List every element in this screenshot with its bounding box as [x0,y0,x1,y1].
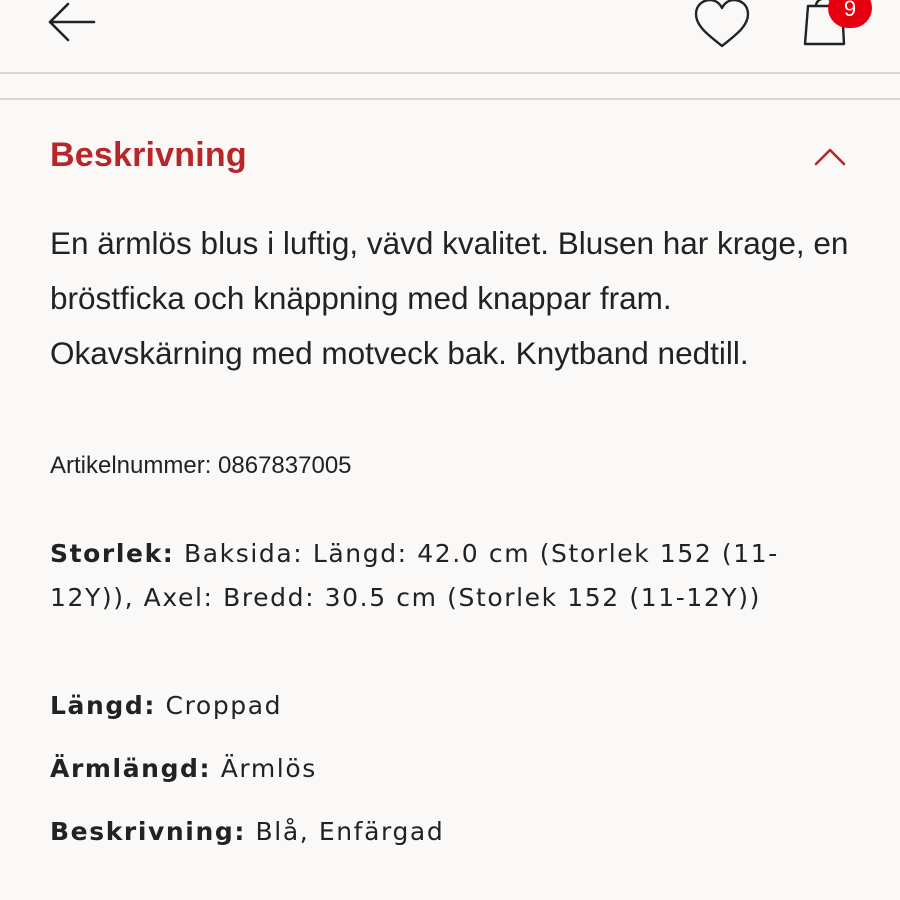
top-navigation-bar [0,0,900,74]
attribute-length [50,684,870,728]
section-divider [0,98,900,100]
attribute-value: Croppad [165,691,283,720]
section-title: Beskrivning [50,136,247,174]
heart-icon [690,0,754,52]
attribute-label: Beskrivning: [50,817,246,846]
attribute-label: Storlek: [50,539,175,568]
arrow-left-icon [44,0,102,48]
chevron-up-icon [812,144,848,168]
description-accordion-header[interactable] [0,128,900,192]
attribute-label: Längd: [50,691,156,720]
attribute-description [50,810,870,854]
product-description: En ärmlös blus i luftig, vävd kvalitet. Blusen har krage, en bröstficka och knäppning med knappar fram. Okavskärning med motveck bak. Knytband nedtill. [50,225,849,371]
attribute-value: Ärmlös [220,754,317,783]
attribute-sleeve-length [50,747,870,791]
bag-count-badge: 9 [828,0,872,28]
attribute-value: Blå, Enfärgad [255,817,445,846]
attribute-size [50,532,810,620]
attribute-value: Baksida: Längd: 42.0 cm (Storlek 152 (11-12Y)), Axel: Bredd: 30.5 cm (Storlek 152 (11-12Y)) [50,539,779,612]
favorite-button[interactable] [690,0,754,52]
attribute-label: Ärmlängd: [50,754,212,783]
article-number: Artikelnummer: 0867837005 [50,452,352,479]
back-button[interactable] [44,0,102,48]
